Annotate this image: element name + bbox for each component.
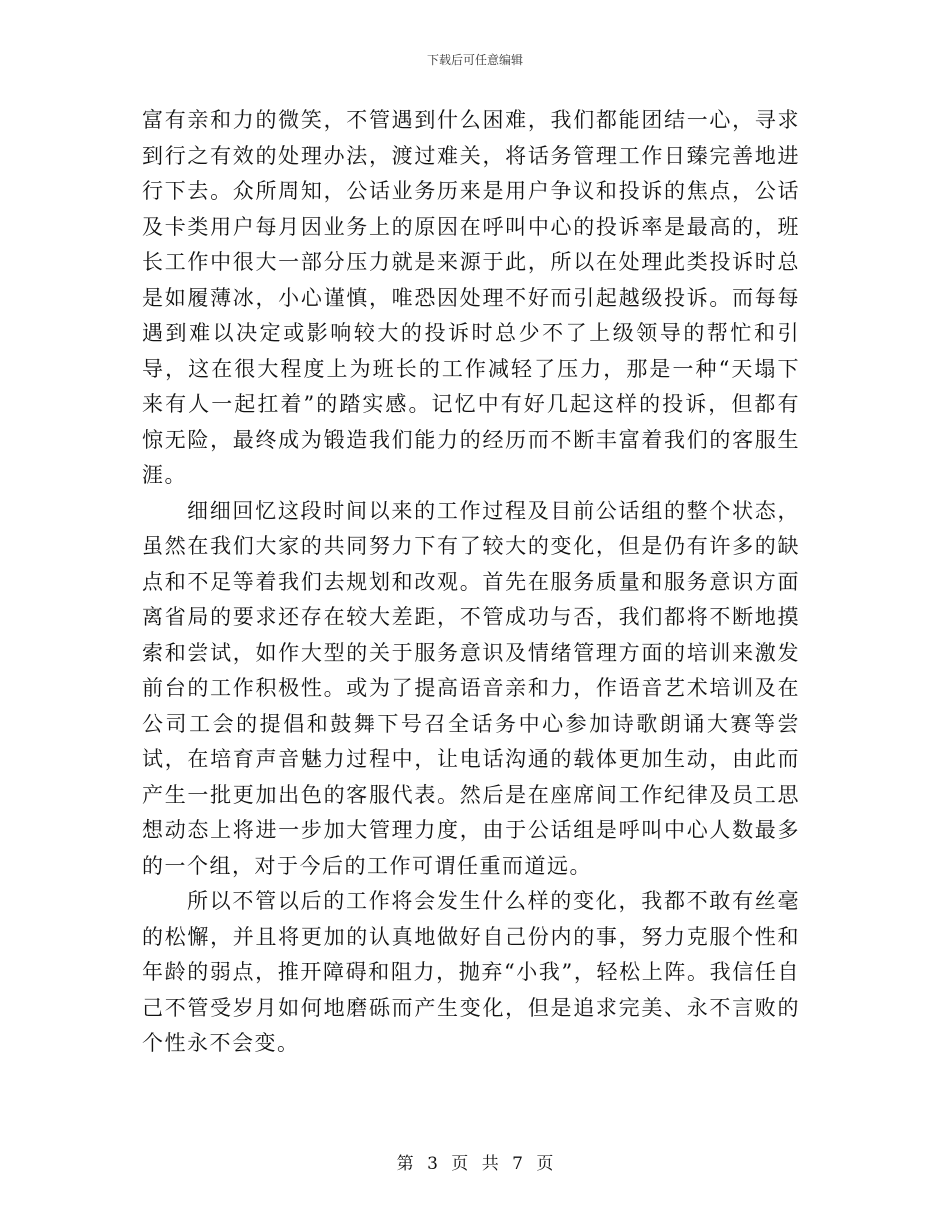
footer-total-prefix: 共 [481, 1154, 499, 1174]
footer-prefix: 第 [396, 1154, 414, 1174]
paragraph-3: 所以不管以后的工作将会发生什么样的变化，我都不敢有丝毫的松懈，并且将更加的认真地做好自己份内的事，努力克服个性和年龄的弱点，推开障碍和阻力，抛弃“小我”，轻松上阵。我信任自己不管受岁月如何地磨砾而产生变化，但是追求完美、永不言败的个性永不会变。 [142, 889, 800, 1055]
total-pages-number: 7 [512, 1154, 523, 1174]
footer-page-label: 页 [451, 1154, 469, 1174]
current-page-number: 3 [427, 1154, 438, 1174]
page-header: 下载后可任意编辑 [426, 53, 523, 67]
paragraph-2: 细细回忆这段时间以来的工作过程及目前公话组的整个状态，虽然在我们大家的共同努力下有了较大的变化，但是仍有许多的缺点和不足等着我们去规划和改观。首先在服务质量和服务意识方面离省局的要求还存在较大差距，不管成功与否，我们都将不断地摸索和尝试，如作大型的关于服务意识及情绪管理方面的培训来激发前台的工作积极性。或为了提高语音亲和力，作语音艺术培训及在公司工会的提倡和鼓舞下号召全话务中心参加诗歌朗诵大赛等尝试，在培育声音魅力过程中，让电话沟通的载体更加生动，由此而产生一批更加出色的客服代表。然后是在座席间工作纪律及员工思想动态上将进一步加大管理力度，由于公话组是呼叫中心人数最多的一个组，对于今后的工作可谓任重而道远。 [142, 498, 800, 878]
footer-total-suffix: 页 [536, 1154, 554, 1174]
document-body [142, 103, 800, 1062]
paragraph-1: 富有亲和力的微笑，不管遇到什么困难，我们都能团结一心，寻求到行之有效的处理办法，渡过难关，将话务管理工作日臻完善地进行下去。众所周知，公话业务历来是用户争议和投诉的焦点，公话及卡类用户每月因业务上的原因在呼叫中心的投诉率是最高的，班长工作中很大一部分压力就是来源于此，所以在处理此类投诉时总是如履薄冰，小心谨慎，唯恐因处理不好而引起越级投诉。而每每遇到难以决定或影响较大的投诉时总少不了上级领导的帮忙和引导，这在很大程度上为班长的工作减轻了压力，那是一种“天塌下来有人一起扛着”的踏实感。记忆中有好几起这样的投诉，但都有惊无险，最终成为锻造我们能力的经历而不断丰富着我们的客服生涯。 [142, 108, 800, 487]
page-footer [0, 1153, 950, 1175]
